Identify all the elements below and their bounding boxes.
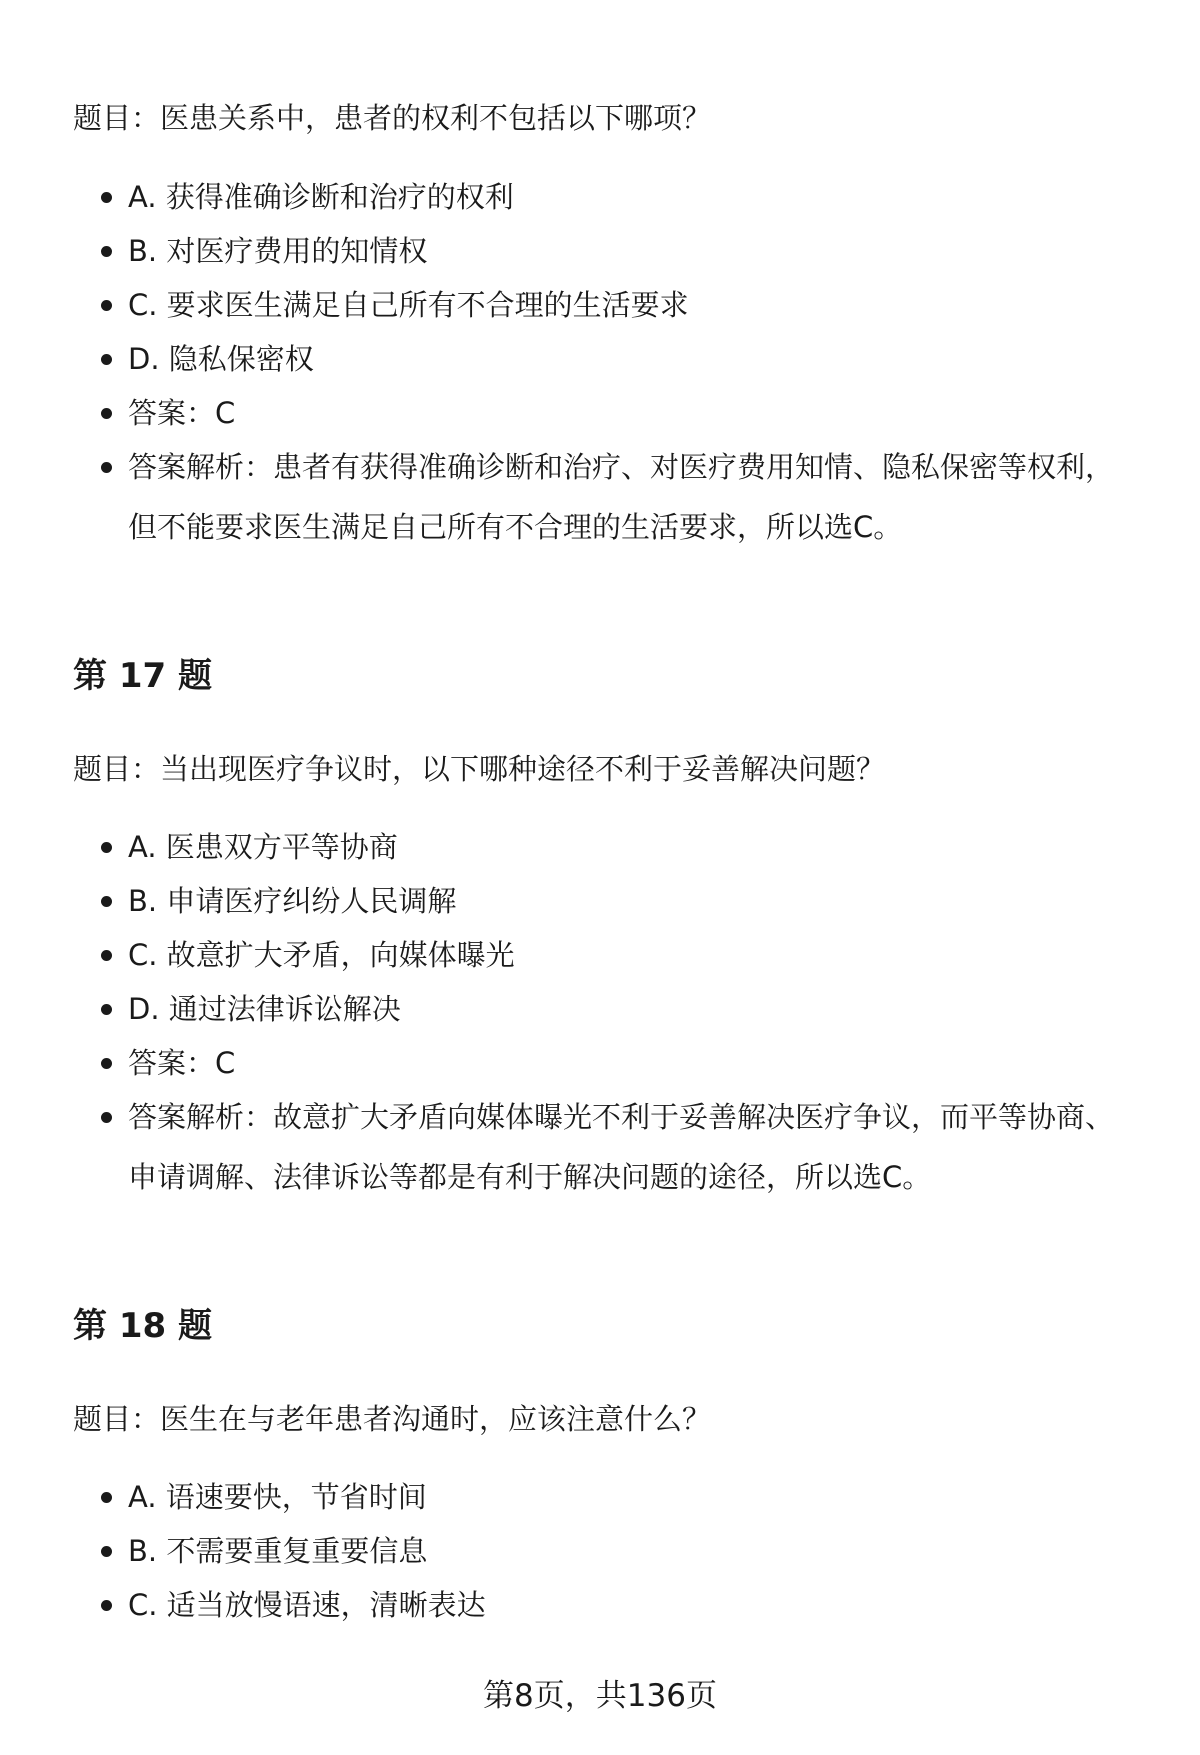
- bullet-dot: [101, 1004, 112, 1015]
- bullet-dot: [101, 1492, 112, 1503]
- option-a: A. 医患双方平等协商: [128, 830, 398, 864]
- answer-explanation: 答案解析：患者有获得准确诊断和治疗、对医疗费用知情、隐私保密等权利，但不能要求医生满足自己所有不合理的生活要求，所以选C。: [128, 450, 1115, 544]
- page-number: 第8页，共136页: [483, 1678, 717, 1714]
- bullet-dot: [101, 408, 112, 419]
- bullet-dot: [101, 842, 112, 853]
- option-c: C. 故意扩大矛盾，向媒体曝光: [128, 938, 515, 972]
- list-item: [101, 1467, 1131, 1527]
- list-item: [101, 383, 1131, 443]
- question-17-heading: 第 17 题: [73, 656, 212, 696]
- bullet-dot: [101, 950, 112, 961]
- question-17-text: 题目：当出现医疗争议时，以下哪种途径不利于妥善解决问题？: [73, 752, 886, 786]
- list-item: [101, 871, 1131, 931]
- bullet-dot: [101, 300, 112, 311]
- option-a: A. 语速要快，节省时间: [128, 1480, 427, 1514]
- list-item: [101, 275, 1131, 335]
- list-item: [101, 1033, 1131, 1093]
- list-item: [101, 817, 1131, 877]
- list-item: [101, 329, 1131, 389]
- list-item: [101, 979, 1131, 1039]
- list-item: [101, 1087, 1131, 1207]
- option-c: C. 要求医生满足自己所有不合理的生活要求: [128, 288, 689, 322]
- bullet-dot: [101, 462, 112, 473]
- question-16-text: 题目：医患关系中，患者的权利不包括以下哪项？: [73, 101, 712, 135]
- bullet-dot: [101, 1546, 112, 1557]
- bullet-dot: [101, 896, 112, 907]
- list-item: [101, 1575, 1131, 1635]
- answer: 答案：C: [128, 1046, 236, 1080]
- answer: 答案：C: [128, 396, 236, 430]
- option-a: A. 获得准确诊断和治疗的权利: [128, 180, 514, 214]
- question-18-text: 题目：医生在与老年患者沟通时，应该注意什么？: [73, 1402, 712, 1436]
- list-item: [101, 925, 1131, 985]
- bullet-dot: [101, 192, 112, 203]
- answer-explanation: 答案解析：故意扩大矛盾向媒体曝光不利于妥善解决医疗争议，而平等协商、申请调解、法律诉讼等都是有利于解决问题的途径，所以选C。: [128, 1100, 1115, 1194]
- bullet-dot: [101, 354, 112, 365]
- list-item: [101, 221, 1131, 281]
- option-b: B. 对医疗费用的知情权: [128, 234, 428, 268]
- option-c: C. 适当放慢语速，清晰表达: [128, 1588, 486, 1622]
- list-item: [101, 1521, 1131, 1581]
- bullet-dot: [101, 246, 112, 257]
- option-b: B. 不需要重复重要信息: [128, 1534, 428, 1568]
- option-d: D. 隐私保密权: [128, 342, 314, 376]
- bullet-dot: [101, 1600, 112, 1611]
- bullet-dot: [101, 1058, 112, 1069]
- list-item: [101, 167, 1131, 227]
- option-d: D. 通过法律诉讼解决: [128, 992, 401, 1026]
- list-item: [101, 437, 1131, 557]
- question-18-heading: 第 18 题: [73, 1306, 212, 1346]
- bullet-dot: [101, 1112, 112, 1123]
- option-b: B. 申请医疗纠纷人民调解: [128, 884, 457, 918]
